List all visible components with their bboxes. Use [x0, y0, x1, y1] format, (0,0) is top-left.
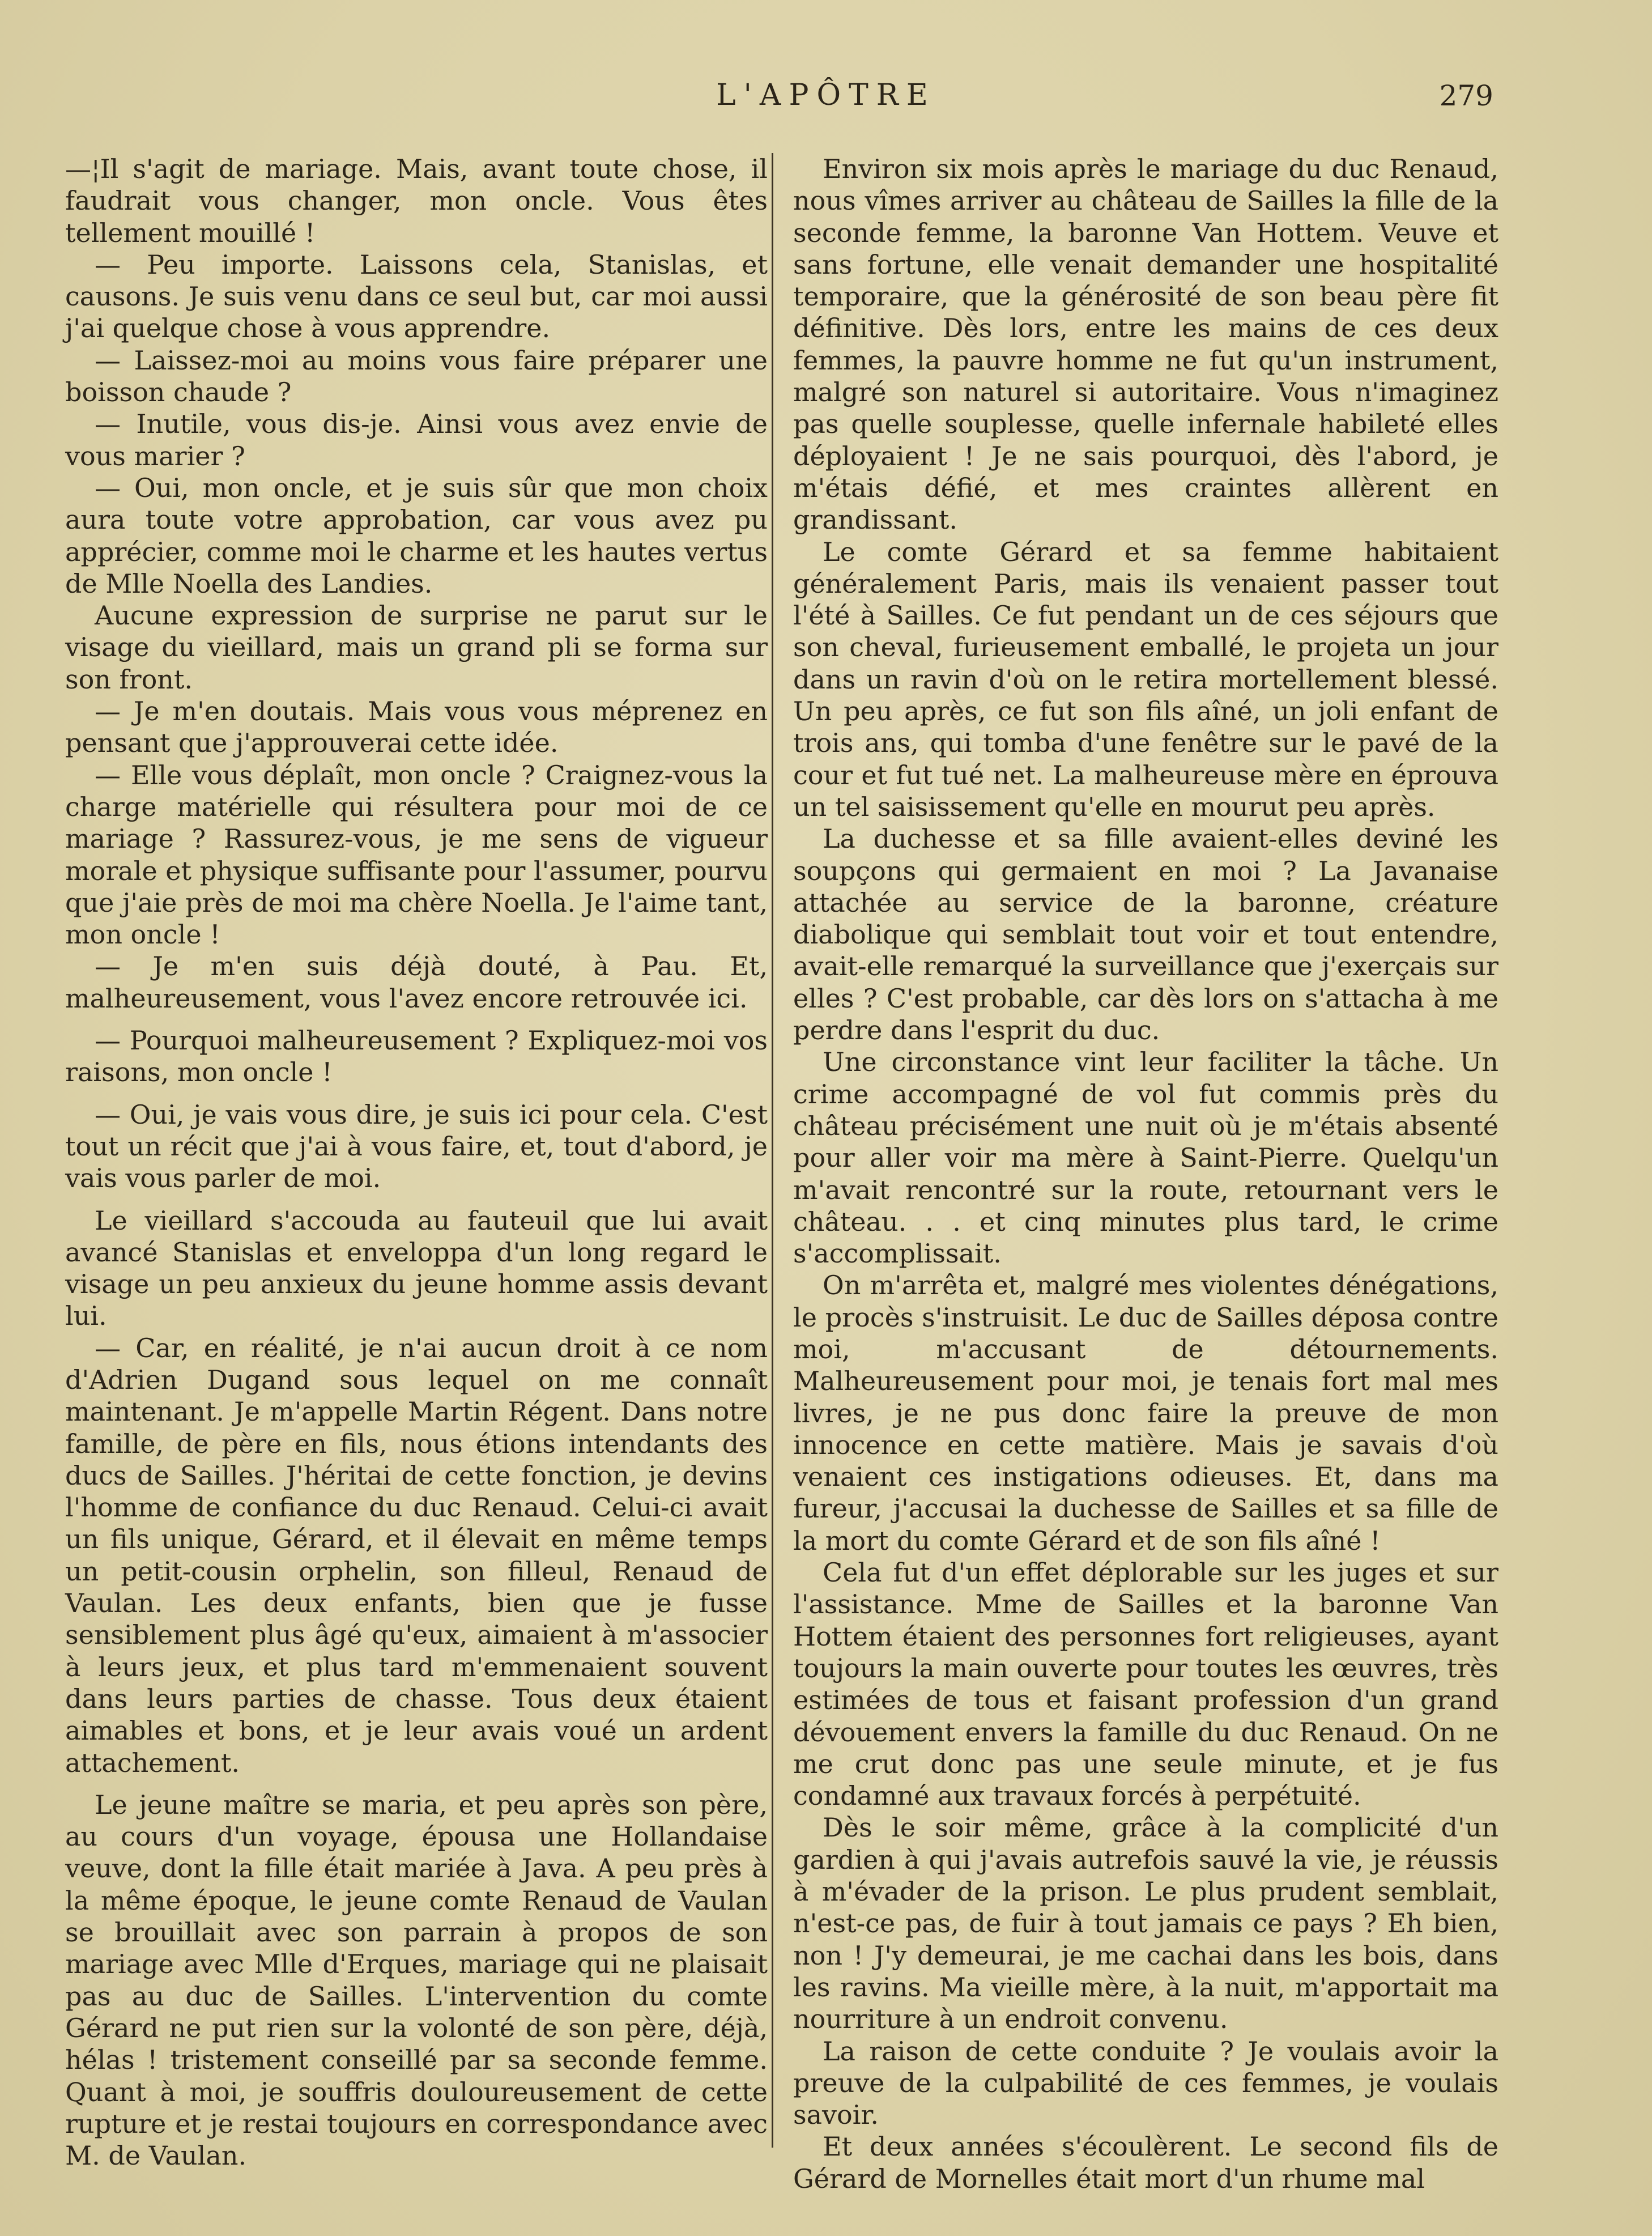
paragraph: Et deux années s'écoulèrent. Le second fils de Gérard de Mornelles était mort d'un rhume mal [793, 2131, 1498, 2194]
paragraph: Cela fut d'un effet déplorable sur les juges et sur l'assistance. Mme de Sailles et la baronne Van Hottem étaient des personnes fort religieuses, ayant toujours la main ouverte pour toutes les œuvres, très estimées de tous et faisant profession d'un grand dévouement envers la famille du duc Renaud. On ne me crut donc pas une seule minute, et je fus condamné aux travaux forcés à perpétuité. [793, 1557, 1498, 1812]
paragraph: Dès le soir même, grâce à la complicité d'un gardien à qui j'avais autrefois sauvé la vie, je réussis à m'évader de la prison. Le plus prudent semblait, n'est-ce pas, de fuir à tout jamais ce pays ? Eh bien, non ! J'y demeurai, je me cachai dans les bois, dans les ravins. Ma vieille mère, à la nuit, m'apportait ma nourriture à un endroit convenu. [793, 1812, 1498, 2035]
paragraph: — Oui, je vais vous dire, je suis ici pour cela. C'est tout un récit que j'ai à vous faire, et, tout d'abord, je vais vous parler de moi. [65, 1099, 768, 1194]
paragraph: La duchesse et sa fille avaient-elles deviné les soupçons qui germaient en moi ? La Javanaise attachée au service de la baronne, créature diabolique qui semblait tout voir et tout entendre, avait-elle remarqué la surveillance que j'exerçais sur elles ? C'est probable, car dès lors on s'attacha à me perdre dans l'esprit du duc. [793, 823, 1498, 1046]
page-number: 279 [1439, 79, 1493, 112]
paragraph: Une circonstance vint leur faciliter la tâche. Un crime accompagné de vol fut commis près du château précisément une nuit où je m'étais absenté pour aller voir ma mère à Saint-Pierre. Quelqu'un m'avait rencontré sur la route, retournant vers le château. . . et cinq minutes plus tard, le crime s'accomplissait. [793, 1047, 1498, 1269]
paragraph: Le jeune maître se maria, et peu après son père, au cours d'un voyage, épousa une Hollandaise veuve, dont la fille était mariée à Java. A peu près à la même époque, le jeune comte Renaud de Vaulan se brouillait avec son parrain à propos de son mariage avec Mlle d'Erques, mariage qui ne plaisait pas au duc de Sailles. L'intervention du comte Gérard ne put rien sur la volonté de son père, déjà, hélas ! tristement conseillé par sa seconde femme. Quant à moi, je souffris douloureusement de cette rupture et je restai toujours en correspondance avec M. de Vaulan. [65, 1789, 768, 2171]
paragraph: Environ six mois après le mariage du duc Renaud, nous vîmes arriver au château de Sailles la fille de la seconde femme, la baronne Van Hottem. Veuve et sans fortune, elle venait demander une hospitalité temporaire, que la générosité de son beau père fit définitive. Dès lors, entre les mains de ces deux femmes, la pauvre homme ne fut qu'un instrument, malgré son naturel si autoritaire. Vous n'imaginez pas quelle souplesse, quelle infernale habileté elles déployaient ! Je ne sais pourquoi, dès l'abord, je m'étais défié, et mes craintes allèrent en grandissant. [793, 154, 1498, 535]
paragraph: La raison de cette conduite ? Je voulais avoir la preuve de la culpabilité de ces femmes, je voulais savoir. [793, 2035, 1498, 2131]
paragraph: — Oui, mon oncle, et je suis sûr que mon choix aura toute votre approbation, car vous avez pu apprécier, comme moi le charme et les hautes vertus de Mlle Noella des Landies. [65, 472, 768, 599]
column-divider [772, 153, 773, 2148]
paragraph: — Pourquoi malheureusement ? Expliquez-moi vos raisons, mon oncle ! [65, 1025, 768, 1088]
right-column [793, 153, 1498, 2195]
paragraph: — Peu importe. Laissons cela, Stanislas, et causons. Je suis venu dans ce seul but, car moi aussi j'ai quelque chose à vous apprendre. [65, 249, 768, 344]
paragraph: — Je m'en doutais. Mais vous vous méprenez en pensant que j'approuverai cette idée. [65, 696, 768, 759]
paragraph: — Elle vous déplaît, mon oncle ? Craignez-vous la charge matérielle qui résultera pour moi de ce mariage ? Rassurez-vous, je me sens de vigueur morale et physique suffisante pour l'assumer, pourvu que j'aie près de moi ma chère Noella. Je l'aime tant, mon oncle ! [65, 759, 768, 950]
running-title: L'APÔTRE [716, 78, 936, 112]
paragraph: —¦Il s'agit de mariage. Mais, avant toute chose, il faudrait vous changer, mon oncle. Vous êtes tellement mouillé ! [65, 154, 768, 248]
left-column [65, 153, 768, 2171]
paragraph: — Inutile, vous dis-je. Ainsi vous avez envie de vous marier ? [65, 409, 768, 471]
paragraph: — Laissez-moi au moins vous faire préparer une boisson chaude ? [65, 345, 768, 408]
paragraph: Le comte Gérard et sa femme habitaient généralement Paris, mais ils venaient passer tout l'été à Sailles. Ce fut pendant un de ces séjours que son cheval, furieusement emballé, le projeta un jour dans un ravin d'où on le retira mortellement blessé. Un peu après, ce fut son fils aîné, un joli enfant de trois ans, qui tomba d'une fenêtre sur le pavé de la cour et fut tué net. La malheureuse mère en éprouva un tel saisissement qu'elle en mourut peu après. [793, 536, 1498, 822]
paragraph: Aucune expression de surprise ne parut sur le visage du vieillard, mais un grand pli se forma sur son front. [65, 600, 768, 695]
paragraph: — Car, en réalité, je n'ai aucun droit à ce nom d'Adrien Dugand sous lequel on me connaît maintenant. Je m'appelle Martin Régent. Dans notre famille, de père en fils, nous étions intendants des ducs de Sailles. J'héritai de cette fonction, je devins l'homme de confiance du duc Renaud. Celui-ci avait un fils unique, Gérard, et il élevait en même temps un petit-cousin orphelin, son filleul, Renaud de Vaulan. Les deux enfants, bien que je fusse sensiblement plus âgé qu'eux, aimaient à m'associer à leurs jeux, et plus tard m'emmenaient souvent dans leurs parties de chasse. Tous deux étaient aimables et bons, et je leur avais voué un ardent attachement. [65, 1332, 768, 1778]
paragraph: Le vieillard s'accouda au fauteuil que lui avait avancé Stanislas et enveloppa d'un long regard le visage un peu anxieux du jeune homme assis devant lui. [65, 1205, 768, 1332]
paragraph: On m'arrêta et, malgré mes violentes dénégations, le procès s'instruisit. Le duc de Sailles déposa contre moi, m'accusant de détournements. Malheureusement pour moi, je tenais fort mal mes livres, je ne pus donc faire la preuve de mon innocence en cette matière. Mais je savais d'où venaient ces instigations odieuses. Et, dans ma fureur, j'accusai la duchesse de Sailles et sa fille de la mort du comte Gérard et de son fils aîné ! [793, 1270, 1498, 1556]
paragraph: — Je m'en suis déjà douté, à Pau. Et, malheureusement, vous l'avez encore retrouvée ici. [65, 951, 768, 1014]
